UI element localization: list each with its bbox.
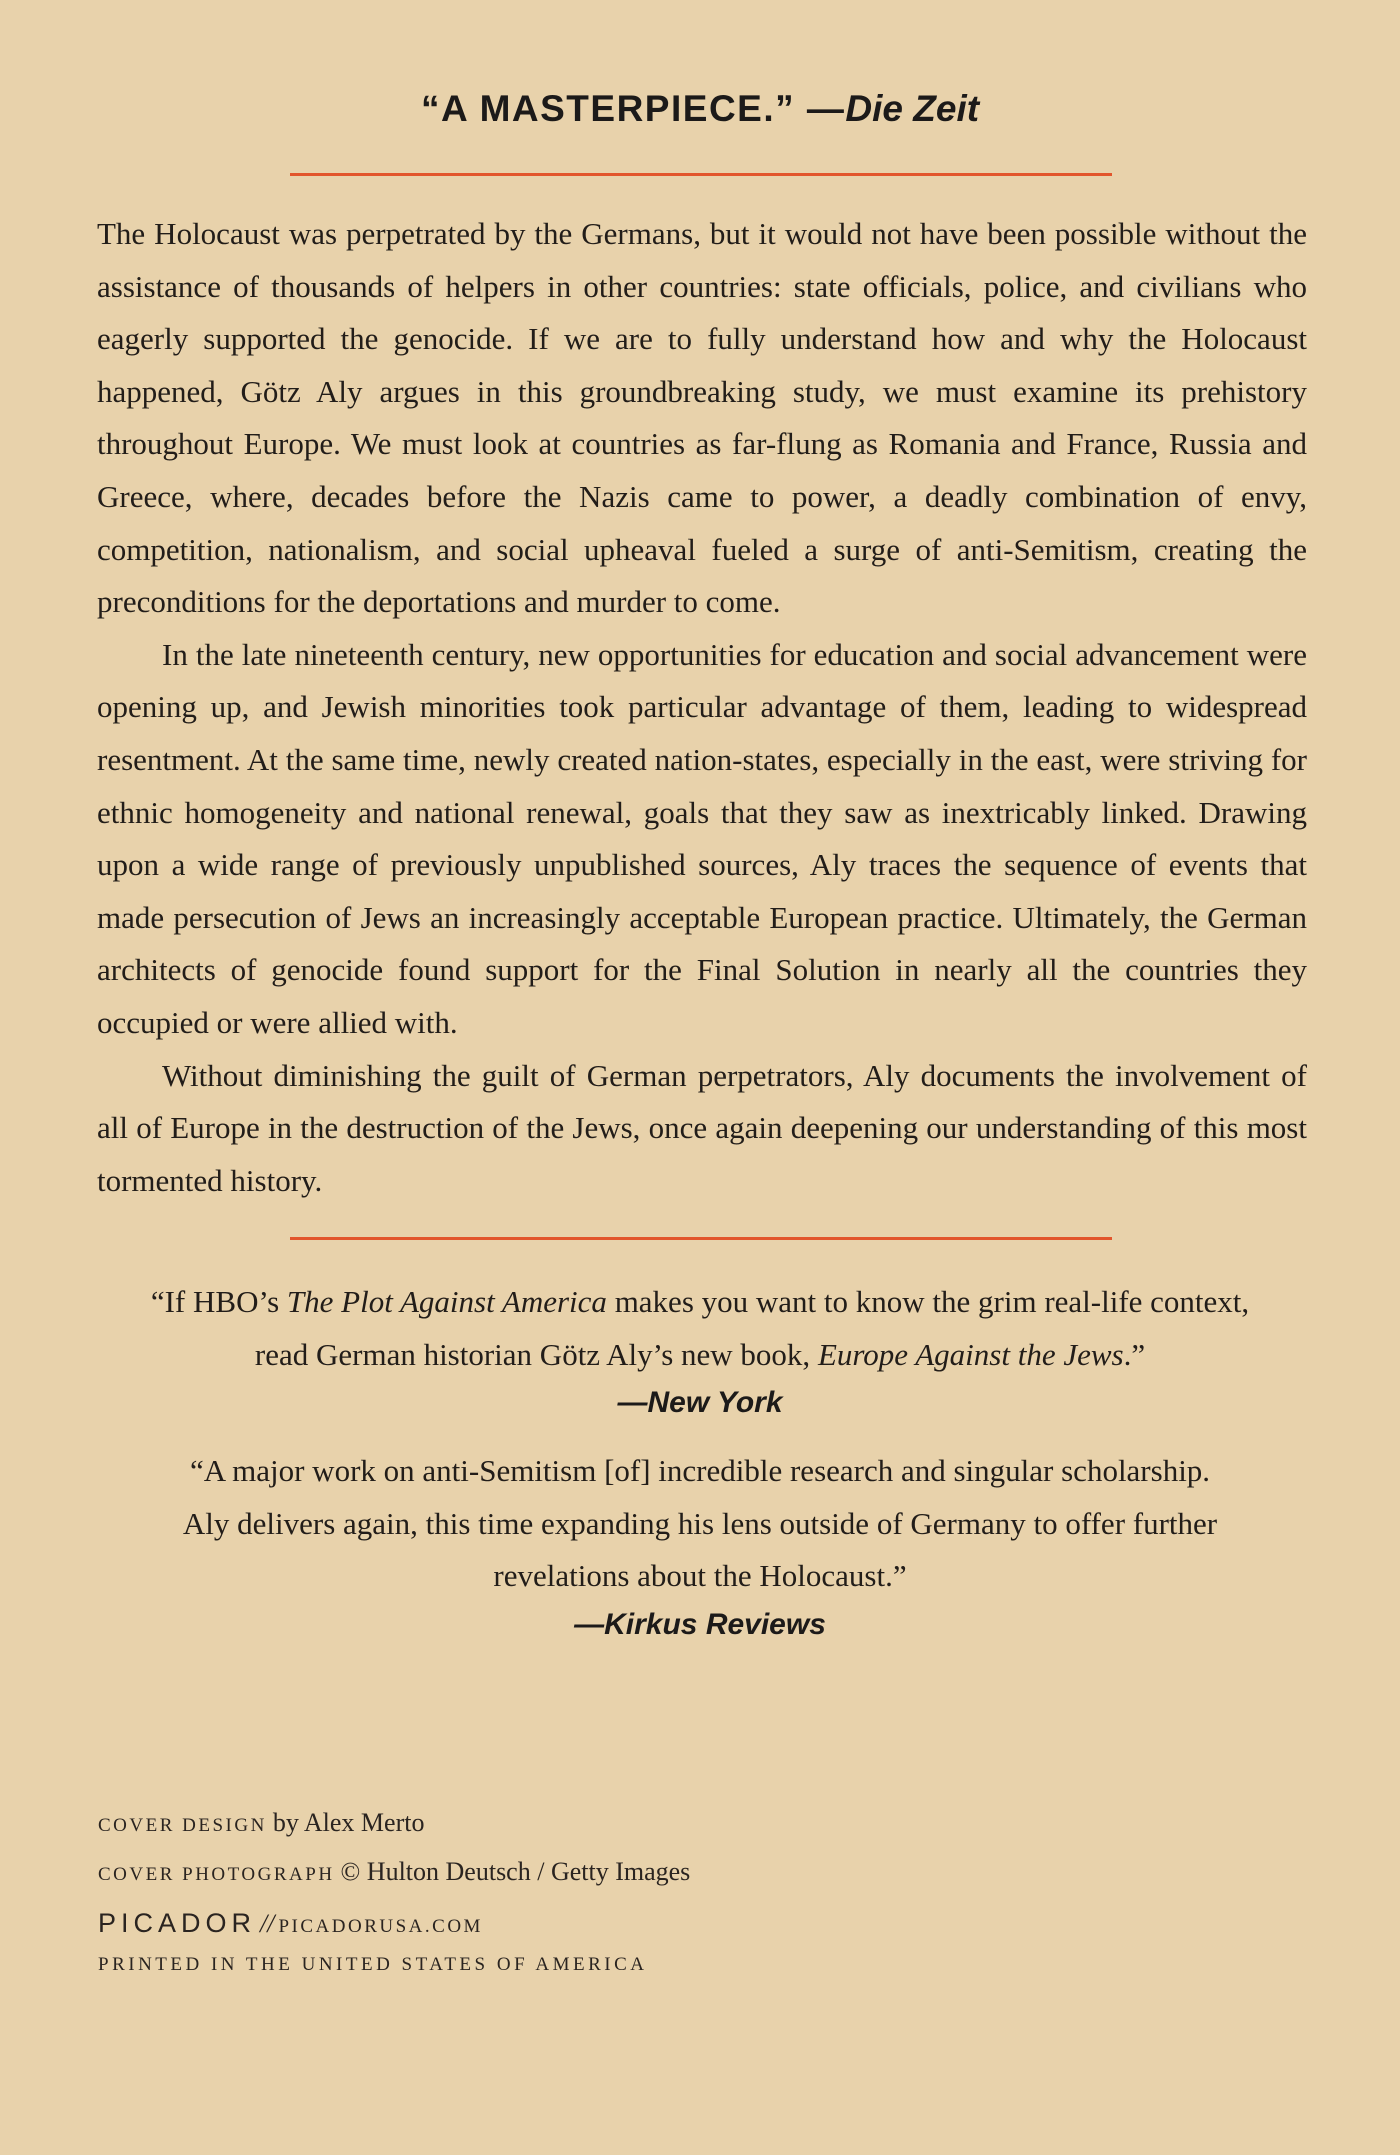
description-paragraph-2: In the late nineteenth century, new opportunities for education and social advancement were opening up, and Jewish minorities took particular advantage of them, leading to widespread resentment. At the same time, newly created nation-states, especially in the east, were striving for ethnic homogeneity and national renewal, goals that they saw as inextricably linked. Drawing upon a wide range of previously unpublished sources, Aly traces the sequence of events that made persecution of Jews an increasingly acceptable European practice. Ultimately, the German architects of genocide found support for the Final Solution in nearly all the countries they occupied or were allied with. (97, 636, 1307, 1040)
credit-label: COVER DESIGN (98, 1815, 267, 1836)
headline-text: “A MASTERPIECE.” — (420, 88, 846, 129)
review-title-plot-against-america: The Plot Against America (286, 1284, 607, 1319)
description-paragraph-1: The Holocaust was perpetrated by the Germans, but it would not have been possible without the assistance of thousands of helpers in other countries: state officials, police, and civilians who eagerly supported the genocide. If we are to fully understand how and why the Holocaust happened, Götz Aly argues in this groundbreaking study, we must examine its prehistory throughout Europe. We must look at countries as far-flung as Romania and France, Russia and Greece, where, decades before the Nazis came to power, a deadly combination of envy, competition, nationalism, and social upheaval fueled a surge of anti-Semitism, creating the preconditions for the deportations and murder to come. (97, 216, 1307, 620)
credit-value: by Alex Merto (272, 1808, 425, 1837)
top-divider (290, 173, 1112, 176)
description-paragraph-3: Without diminishing the guilt of German perpetrators, Aly documents the involvement of all of Europe in the destruction of the Jews, once again deepening our understanding of this most tormented history. (97, 1057, 1307, 1198)
cover-photo-credit (98, 1857, 690, 1906)
review-title-europe-against-the-jews: Europe Against the Jews (817, 1336, 1124, 1372)
review-line: Aly delivers again, this time expanding his lens outside of Germany to offer further (182, 1505, 1218, 1541)
publisher-line (98, 1906, 690, 1950)
review-new-york (100, 1276, 1300, 1425)
review-text: makes you want to know the grim real-life context, (606, 1284, 1250, 1319)
review-attribution: —Kirkus Reviews (574, 1607, 826, 1641)
review-kirkus (100, 1445, 1300, 1647)
publisher-website: PICADORUSA.COM (278, 1916, 483, 1937)
printed-in-notice: PRINTED IN THE UNITED STATES OF AMERICA (98, 1954, 648, 1975)
credits (98, 1808, 690, 1980)
review-line (100, 1329, 1300, 1382)
review-line (100, 1276, 1300, 1329)
review-text: “If HBO’s (150, 1284, 287, 1319)
headline-quote (0, 88, 1400, 130)
middle-divider (290, 1237, 1112, 1240)
publisher-separator: // (260, 1909, 275, 1938)
review-line: “A major work on anti-Semitism [of] incredible research and singular scholarship. (189, 1453, 1211, 1489)
credit-label: COVER PHOTOGRAPH (98, 1864, 335, 1885)
review-attribution: —New York (617, 1386, 783, 1420)
review-text: .” (1123, 1336, 1146, 1372)
cover-design-credit (98, 1808, 690, 1857)
book-description (97, 208, 1307, 1207)
review-quotes (100, 1276, 1300, 1667)
review-line: revelations about the Holocaust.” (493, 1558, 907, 1594)
credit-value: © Hulton Deutsch / Getty Images (340, 1857, 691, 1886)
publisher-name: PICADOR (98, 1908, 257, 1938)
review-text: read German historian Götz Aly’s new book, (254, 1336, 818, 1372)
headline-source: Die Zeit (845, 88, 980, 129)
